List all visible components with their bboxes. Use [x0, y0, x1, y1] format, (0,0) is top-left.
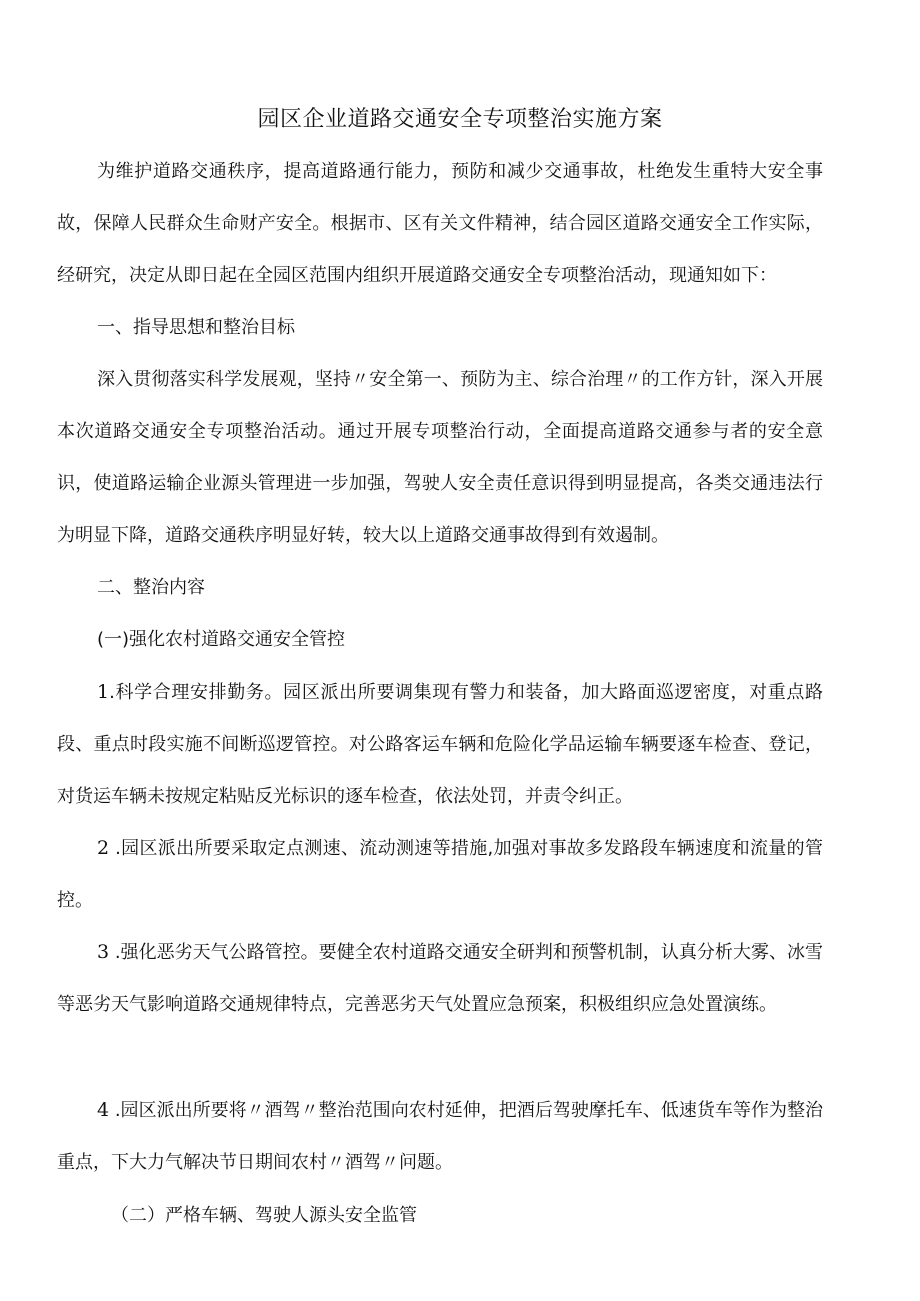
list-item-2: [57, 822, 823, 927]
list-item-text: .科学合理安排勤务。园区派出所要调集现有警力和装备，加大路面巡逻密度，对重点路段、重点时段实施不间断巡逻管控。对公路客运车辆和危险化学品运输车辆要逐车检查、登记，对货运车辆未按规定粘贴反光标识的逐车检查，依法处罚，并责令纠正。: [57, 682, 823, 807]
list-item-text: .强化恶劣天气公路管控。要健全农村道路交通安全研判和预警机制，认真分析大雾、冰雪等恶劣天气影响道路交通规律特点，完善恶劣天气处置应急预案，积极组织应急处置演练。: [57, 942, 823, 1015]
intro-paragraph: 为维护道路交通秩序，提高道路通行能力，预防和减少交通事故，杜绝发生重特大安全事故，保障人民群众生命财产安全。根据市、区有关文件精神，结合园区道路交通安全工作实际，经研究，决定从即日起在全园区范围内组织开展道路交通安全专项整治活动，现通知如下：: [57, 161, 823, 286]
section1-body: 深入贯彻落实科学发展观，坚持〃安全第一、预防为主、综合治理〃的工作方针，深入开展本次道路交通安全专项整治活动。通过开展专项整治行动，全面提高道路交通参与者的安全意识，使道路运输企业源头管理进一步加强，驾驶人安全责任意识得到明显提高，各类交通违法行为明显下降，道路交通秩序明显好转，较大以上道路交通事故得到有效遏制。: [57, 369, 823, 546]
list-item-text: .园区派出所要采取定点测速、流动测速等措施,加强对事故多发路段车辆速度和流量的管控。: [57, 838, 823, 911]
list-item-number: 1: [97, 681, 110, 703]
section1-heading: 一、指导思想和整治目标: [97, 317, 295, 338]
document-title: 园区企业道路交通安全专项整治实施方案: [257, 107, 663, 132]
list-item-3: [57, 926, 823, 1031]
subsection2-heading: （二）严格车辆、驾驶人源头安全监管: [111, 1205, 417, 1226]
list-item-1: [57, 666, 823, 823]
list-item-number: 4: [97, 1099, 110, 1121]
list-item-text: .园区派出所要将〃酒驾〃整治范围向农村延伸，把酒后驾驶摩托车、低速货车等作为整治重点，下大力气解决节日期间农村〃酒驾〃问题。: [57, 1100, 823, 1173]
section2-heading: 二、整治内容: [97, 577, 205, 598]
list-item-number: 2: [97, 837, 110, 859]
list-item-number: 3: [97, 941, 110, 963]
list-item-4: [57, 1084, 823, 1189]
subsection1-heading: (一)强化农村道路交通安全管控: [97, 629, 346, 650]
